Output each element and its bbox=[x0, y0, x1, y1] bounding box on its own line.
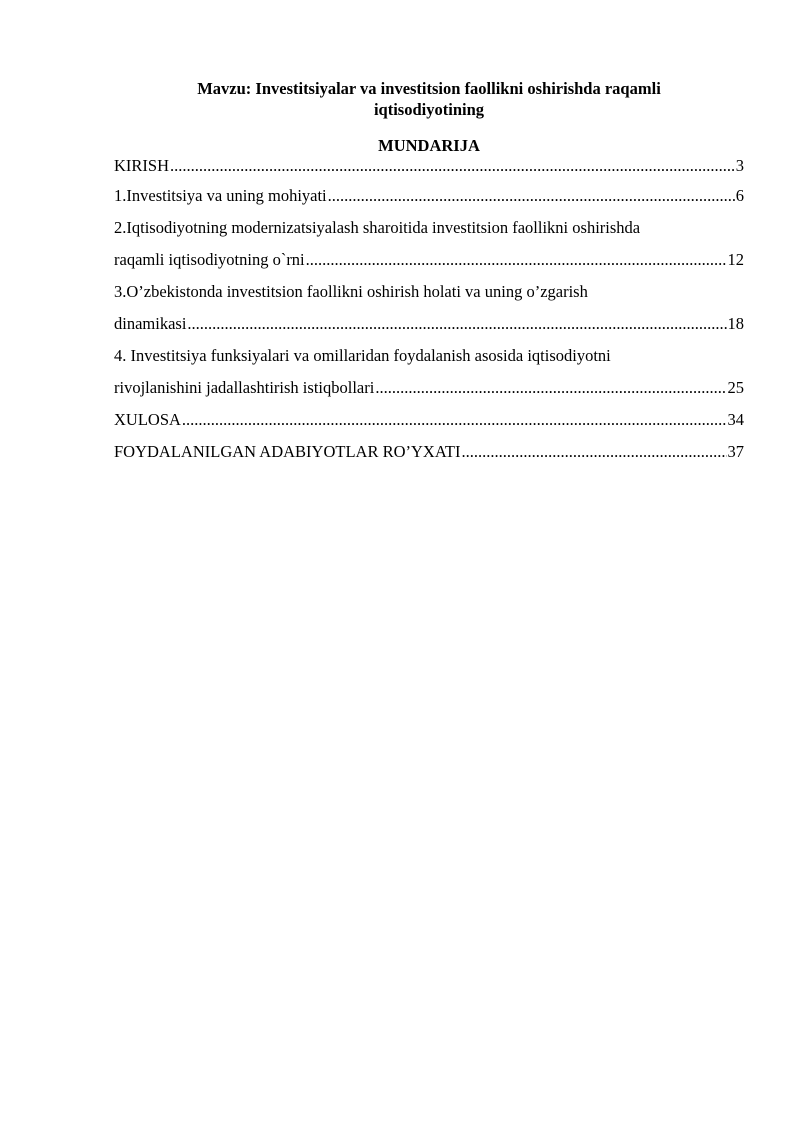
toc-entry-text: KIRISH bbox=[114, 156, 170, 175]
toc-entry-2[interactable] bbox=[114, 212, 744, 276]
toc-page-number: 18 bbox=[727, 314, 744, 333]
toc-line bbox=[114, 156, 744, 176]
toc-line bbox=[114, 404, 744, 436]
toc-entry-text: XULOSA bbox=[114, 410, 181, 429]
toc-page-number: 3 bbox=[735, 156, 744, 175]
toc-line bbox=[114, 308, 744, 340]
toc-entry-lead-text: 3.O’zbekistonda investitsion faollikni oshirish holati va uning o’zgarish bbox=[114, 282, 588, 301]
toc-entry-xulosa[interactable] bbox=[114, 404, 744, 436]
toc-leader-dots bbox=[170, 156, 735, 176]
toc-line bbox=[114, 436, 744, 468]
toc-line bbox=[114, 244, 744, 276]
toc-leader-dots bbox=[461, 436, 726, 468]
toc-entry-adabiyotlar[interactable] bbox=[114, 436, 744, 468]
toc-entry-text: raqamli iqtisodiyotning o`rni bbox=[114, 250, 305, 269]
toc-entry-kirish[interactable] bbox=[114, 156, 744, 176]
toc-leader-dots bbox=[375, 372, 726, 404]
toc-entry-text: dinamikasi bbox=[114, 314, 187, 333]
toc-leader-dots bbox=[306, 244, 727, 276]
toc-heading: MUNDARIJA bbox=[378, 136, 480, 155]
document-page bbox=[114, 78, 744, 468]
toc-line bbox=[114, 180, 744, 212]
toc-entry-lead-text: 2.Iqtisodiyotning modernizatsiyalash sharoitida investitsion faollikni oshirishda bbox=[114, 218, 641, 237]
toc-leader-dots bbox=[182, 404, 727, 436]
toc-page-number: 6 bbox=[735, 186, 744, 205]
toc-entry-text: rivojlanishini jadallashtirish istiqbollari bbox=[114, 378, 375, 397]
toc-page-number: 25 bbox=[727, 378, 744, 397]
toc-entry-text: FOYDALANILGAN ADABIYOTLAR RO’YXATI bbox=[114, 442, 461, 461]
toc-page-number: 37 bbox=[727, 442, 744, 461]
document-title: Mavzu: Investitsiyalar va investitsion faollikni oshirishda raqamli iqtisodiyotining bbox=[197, 79, 661, 119]
toc-entry-text: 1.Investitsiya va uning mohiyati bbox=[114, 186, 327, 205]
table-of-contents bbox=[114, 156, 744, 468]
toc-leader-dots bbox=[187, 308, 726, 340]
toc-entry-1[interactable] bbox=[114, 180, 744, 212]
toc-entry-3[interactable] bbox=[114, 276, 744, 340]
toc-page-number: 34 bbox=[727, 410, 744, 429]
toc-entry-4[interactable] bbox=[114, 340, 744, 404]
toc-line bbox=[114, 372, 744, 404]
toc-leader-dots bbox=[328, 180, 735, 212]
toc-entry-lead-text: 4. Investitsiya funksiyalari va omillaridan foydalanish asosida iqtisodiyotni bbox=[114, 346, 611, 365]
toc-page-number: 12 bbox=[727, 250, 744, 269]
